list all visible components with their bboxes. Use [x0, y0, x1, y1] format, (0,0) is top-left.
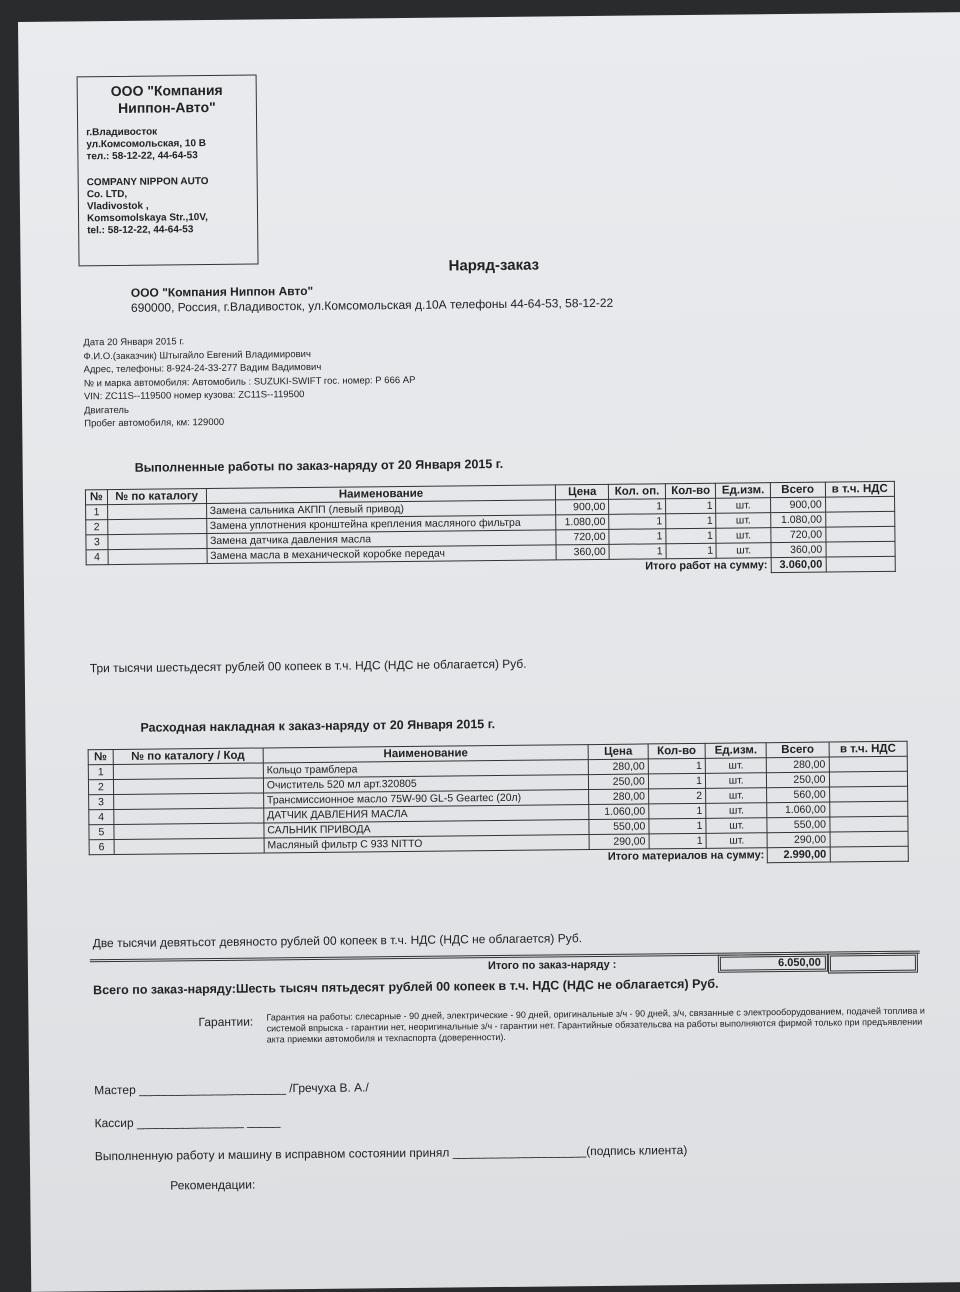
table-cell: 1 [86, 505, 108, 520]
total-value: 2.990,00 [768, 847, 830, 863]
column-header: Цена [556, 484, 609, 500]
table-cell: 1 [666, 498, 717, 514]
table-cell: 1 [609, 499, 666, 515]
works-heading: Выполненные работы по заказ-наряду от 20 Января 2015 г. [134, 456, 504, 475]
table-cell: шт. [705, 758, 767, 774]
table-cell [113, 778, 263, 795]
table-cell: шт. [706, 818, 768, 834]
table-cell: 1 [649, 818, 706, 834]
column-header: № [85, 490, 107, 505]
table-cell: шт. [706, 788, 768, 804]
table-cell: 1 [648, 758, 705, 774]
table-cell: шт. [716, 528, 770, 544]
company-name: ООО "Компания Ниппон Авто" [130, 283, 314, 300]
table-cell: 720,00 [556, 529, 609, 545]
table-cell [826, 541, 896, 557]
info-vin: VIN: ZC11S--119500 номер кузова: ZC11S--119500 [83, 389, 305, 403]
table-cell [108, 519, 207, 535]
table-cell: 1.060,00 [767, 802, 829, 818]
table-cell: 1.080,00 [556, 514, 609, 530]
company-city: г.Владивосток [86, 126, 158, 139]
table-cell: 3 [89, 795, 114, 810]
table-cell: 2 [648, 788, 705, 804]
table-cell: 1 [88, 765, 113, 780]
table-cell: шт. [716, 513, 770, 529]
table-cell: Замена датчика давления масла [206, 530, 556, 549]
table-cell [825, 526, 895, 542]
info-address: Адрес, телефоны: 8-924-24-33-277 Вадим Вадимович [83, 361, 322, 376]
table-cell: 1 [666, 543, 717, 559]
table-cell [113, 763, 263, 780]
total-label: Итого работ на сумму: [645, 559, 768, 573]
table-cell [829, 786, 908, 802]
master-signature: Мастер ______________________ /Гречуха В. А./ [94, 1080, 369, 1098]
table-cell: Замена масла в механической коробке передач [207, 545, 557, 564]
total-vat [830, 846, 909, 862]
grand-vat-cell [828, 953, 918, 974]
column-header: Кол-во [665, 483, 716, 499]
info-mileage: Пробег автомобиля, км: 129000 [84, 416, 225, 430]
table-cell: 4 [86, 550, 108, 565]
total-value: 3.060,00 [771, 557, 826, 573]
table-cell: шт. [705, 773, 767, 789]
table-cell: 1 [648, 773, 705, 789]
table-cell: 1 [666, 528, 717, 544]
info-car: № и марка автомобиля: Автомобиль : SUZUKI-SWIFT гос. номер: Р 666 АР [83, 374, 416, 389]
document-title: Наряд-заказ [448, 256, 540, 275]
document-page [18, 12, 960, 1292]
column-header: Кол. оп. [609, 484, 666, 500]
table-cell [830, 831, 909, 847]
table-cell: Очиститель 520 мл арт.320805 [263, 775, 589, 793]
table-cell: 1 [609, 514, 666, 530]
client-acceptance: Выполненную работу и машину в исправном состоянии принял ____________________(подпись клиента) [94, 1143, 688, 1164]
column-header: Всего [770, 482, 825, 498]
table-cell: шт. [716, 543, 770, 559]
table-cell: 1 [666, 513, 717, 529]
column-header: № по каталогу / Код [113, 748, 263, 765]
table-cell: 280,00 [589, 789, 649, 805]
table-cell: Масляный фильтр С 933 NITTO [264, 835, 590, 853]
column-header: Кол-во [648, 743, 705, 759]
table-cell: 250,00 [589, 774, 649, 790]
info-engine: Двигатель [84, 404, 129, 416]
info-customer: Ф.И.О.(заказчик) Штыгайло Евгений Владимирович [83, 348, 311, 362]
column-header: № по каталогу [107, 489, 206, 505]
table-cell: 1 [649, 803, 706, 819]
table-cell [113, 793, 263, 810]
column-header: Наименование [206, 485, 556, 504]
table-cell: 1 [609, 529, 666, 545]
table-cell: ДАТЧИК ДАВЛЕНИЯ МАСЛА [264, 805, 590, 823]
company-street: ул.Комсомольская, 10 В [86, 138, 207, 151]
table-cell [108, 534, 207, 550]
table-cell: 2 [86, 520, 108, 535]
table-cell: 1 [609, 544, 666, 560]
works-total-words: Три тысячи шестьдесят рублей 00 копеек в т.ч. НДС (НДС не облагается) Руб. [89, 656, 527, 676]
company-phones-en: tel.: 58-12-22, 44-64-53 [87, 224, 194, 237]
column-header: Всего [767, 742, 829, 758]
table-cell [107, 504, 206, 520]
warranty-label: Гарантии: [198, 1014, 254, 1030]
table-cell [829, 801, 908, 817]
table-cell [113, 808, 263, 825]
grand-total-words: Всего по заказ-наряду:Шесть тысяч пятьдесят рублей 00 копеек в т.ч. НДС (НДС не облагается) Руб. [93, 976, 719, 998]
table-cell: Трансмиссионное масло 75W-90 GL-5 Geartec (20л) [263, 790, 589, 808]
table-cell: 560,00 [767, 787, 829, 803]
company-stamp-box [77, 75, 259, 267]
table-cell: 6 [89, 840, 114, 855]
table-cell: 5 [89, 825, 114, 840]
order-info [83, 333, 416, 431]
table-cell: шт. [706, 833, 768, 849]
total-vat [826, 556, 896, 572]
grand-total-value: 6.050,00 [718, 954, 828, 973]
parts-total-words: Две тысячи девятьсот девяносто рублей 00 копеек в т.ч. НДС (НДС не облагается) Руб. [92, 931, 583, 951]
grand-total-label: Итого по заказ-наряду : [487, 958, 617, 973]
company-name-en: COMPANY NIPPON AUTO [86, 176, 209, 189]
column-header: Наименование [263, 745, 589, 763]
table-cell: шт. [706, 803, 768, 819]
warranty-text: Гарантия на работы: слесарные - 90 дней, электрические - 90 дней, оригинальные з/ч - 90 дней, з/ч, связанные с электрооборудованием, подачей топлива и системой впрыска - гарантии нет, неоригинальные з/ч - гарантии нет. Гарантийные обязательсва на работы выполняются фирмой только при предъявлении акта приемки автомобиля и техпаспорта (доверенности). [266, 1005, 925, 1045]
table-cell: 360,00 [556, 544, 609, 560]
table-cell: 1.080,00 [770, 512, 825, 528]
table-cell: 280,00 [767, 757, 829, 773]
table-cell [114, 823, 264, 840]
column-header: № [88, 750, 113, 765]
table-cell: 1 [649, 833, 706, 849]
table-cell: 550,00 [589, 819, 649, 835]
table-cell: 360,00 [771, 542, 826, 558]
table-cell: 4 [89, 810, 114, 825]
table-cell: 2 [88, 780, 113, 795]
recommendations: Рекомендации: [170, 1177, 256, 1193]
table-cell [825, 511, 895, 527]
table-cell: Замена сальника АКПП (левый привод) [206, 500, 556, 519]
table-cell [825, 496, 895, 512]
table-cell [114, 838, 264, 855]
parts-table [88, 741, 909, 871]
table-cell: Кольцо трамблера [263, 760, 589, 778]
table-cell: 900,00 [556, 499, 609, 515]
table-cell: Замена уплотнения кронштейна крепления масляного фильтра [206, 515, 556, 534]
table-cell: САЛЬНИК ПРИВОДА [264, 820, 590, 838]
cashier-signature: Кассир ________________ _____ [94, 1114, 281, 1131]
table-cell: 3 [86, 535, 108, 550]
table-cell: 1.060,00 [589, 804, 649, 820]
total-label: Итого материалов на сумму: [607, 849, 765, 864]
company-city-en: Vladivostok , [86, 200, 149, 213]
company-street-en: Komsomolskaya Str.,10V, [87, 212, 208, 225]
company-name-en-2: Co. LTD, [86, 188, 128, 201]
works-table [85, 481, 896, 580]
table-cell: 720,00 [771, 527, 826, 543]
company-address: 690000, Россия, г.Владивосток, ул.Комсомольская д.10А телефоны 44-64-53, 58-12-22 [130, 295, 614, 315]
table-cell [108, 549, 207, 565]
column-header: Цена [588, 744, 648, 760]
company-name-ru: ООО "Компания Ниппон-Авто" [110, 81, 223, 116]
company-phones: тел.: 58-12-22, 44-64-53 [86, 150, 198, 163]
column-header: Ед.изм. [705, 743, 767, 759]
table-cell [829, 756, 908, 772]
info-date: Дата 20 Января 2015 г. [83, 336, 185, 349]
column-header: в т.ч. НДС [829, 741, 908, 757]
parts-heading: Расходная накладная к заказ-наряду от 20 Января 2015 г. [140, 717, 496, 735]
table-cell [829, 816, 908, 832]
table-cell: 550,00 [767, 817, 829, 833]
column-header: в т.ч. НДС [825, 481, 895, 497]
table-cell: 280,00 [588, 759, 648, 775]
table-cell: 250,00 [767, 772, 829, 788]
table-cell: 900,00 [770, 497, 825, 513]
table-cell [829, 771, 908, 787]
table-cell: 290,00 [589, 834, 649, 850]
column-header: Ед.изм. [716, 483, 770, 499]
table-cell: шт. [716, 498, 770, 514]
table-cell: 290,00 [767, 832, 829, 848]
